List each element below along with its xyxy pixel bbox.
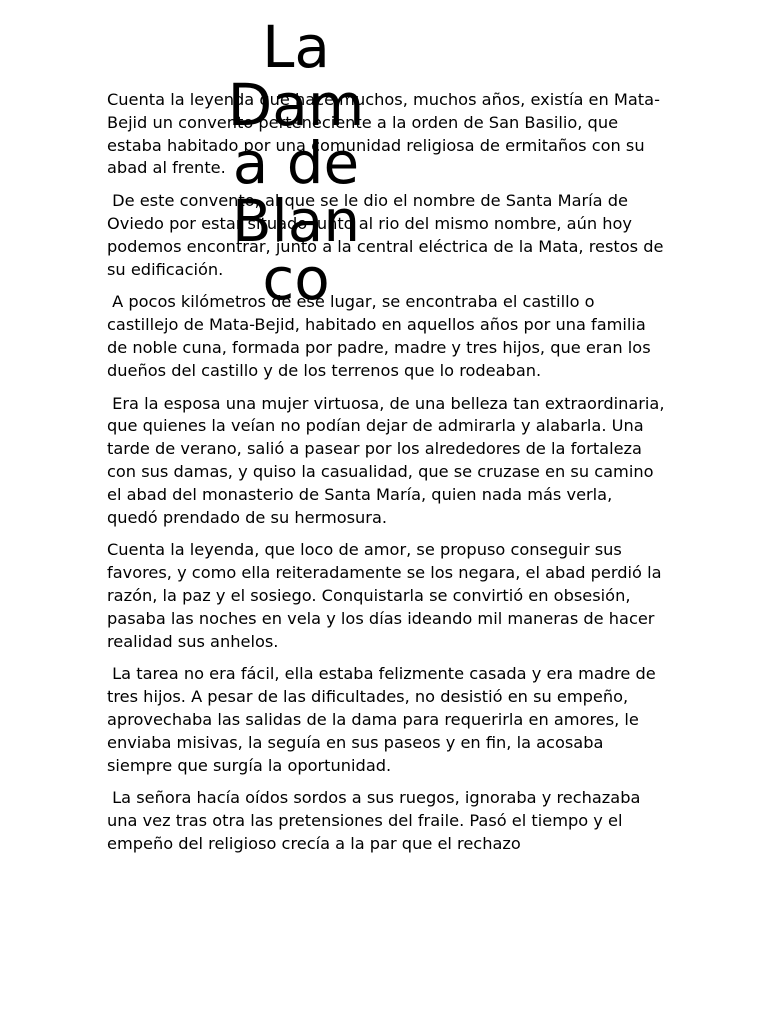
document-title [216, 13, 376, 313]
title-line: a de [232, 129, 360, 197]
title-line: La [262, 13, 330, 81]
paragraph: Cuenta la leyenda que hace muchos, muchos años, existía en Mata-Bejid un convento perteneciente a la orden de San Basilio, que estaba habitado por una comunidad religiosa de ermitaños con su abad al frente. [107, 90, 660, 178]
paragraph: La tarea no era fácil, ella estaba felizmente casada y era madre de tres hijos. A pesar de las dificultades, no desistió en su empeño, aprovechaba las salidas de la dama para requerirla en amores, le enviaba misivas, la seguía en sus paseos y en fin, la acosaba siempre que surgía la oportunidad. [107, 664, 661, 775]
document-body [107, 89, 670, 866]
paragraph: A pocos kilómetros de ese lugar, se encontraba el castillo o castillejo de Mata-Bejid, habitado en aquellos años por una familia de noble cuna, formada por padre, madre y tres hijos, que eran los dueños del castillo y de los terrenos que lo rodeaban. [107, 292, 656, 380]
paragraph: La señora hacía oídos sordos a sus ruegos, ignoraba y rechazaba una vez tras otra las pretensiones del fraile. Pasó el tiempo y el empeño del religioso crecía a la par que el rechazo [107, 788, 646, 853]
paragraph: De este convento, al que se le dio el nombre de Santa María de Oviedo por estar situado junto al rio del mismo nombre, aún hoy podemos encontrar, junto a la central eléctrica de la Mata, restos de su edificación. [107, 191, 669, 279]
paragraph: Cuenta la leyenda, que loco de amor, se propuso conseguir sus favores, y como ella reiteradamente se los negara, el abad perdió la razón, la paz y el sosiego. Conquistarla se convirtió en obsesión, pasaba las noches en vela y los días ideando mil maneras de hacer realidad sus anhelos. [107, 540, 667, 651]
title-line: co [262, 245, 330, 313]
title-line: Blan [231, 187, 361, 255]
title-line: Dam [227, 71, 365, 139]
paragraph: Era la esposa una mujer virtuosa, de una belleza tan extraordinaria, que quienes la veían no podían dejar de admirarla y alabarla. Una tarde de verano, salió a pasear por los alrededores de la fortaleza con sus damas, y quiso la casualidad, que se cruzase en su camino el abad del monasterio de Santa María, quien nada más verla, quedó prendado de su hermosura. [107, 393, 670, 527]
